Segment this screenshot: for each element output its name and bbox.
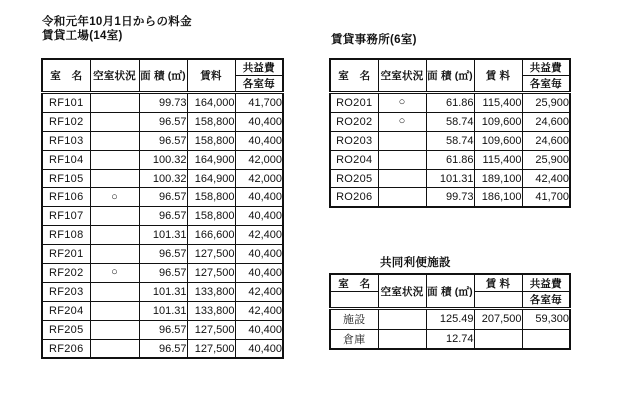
rent-cell: 158,800 xyxy=(187,112,235,131)
rent-cell: 115,400 xyxy=(474,93,522,113)
office-table-header xyxy=(330,59,570,93)
common-fee-cell: 25,900 xyxy=(522,150,570,169)
vacancy-status-cell: ○ xyxy=(378,112,426,131)
col-header-per-room: 各室毎 xyxy=(235,76,283,93)
area-cell: 99.73 xyxy=(139,93,187,113)
vacancy-status-cell xyxy=(90,320,139,339)
col-header-rent: 賃 料 xyxy=(474,274,522,292)
facility-table-title: 共同利便施設 xyxy=(380,257,451,269)
room-name-cell: RF105 xyxy=(42,169,90,188)
table-row xyxy=(42,131,283,150)
vacancy-status-cell xyxy=(90,226,139,245)
col-header-rent: 賃 料 xyxy=(474,59,522,93)
room-name-cell: 施設 xyxy=(330,309,378,330)
common-fee-cell: 42,400 xyxy=(235,282,283,301)
table-row xyxy=(42,188,283,207)
room-name-cell: RF103 xyxy=(42,131,90,150)
facility-rent-table xyxy=(329,273,571,350)
room-name-cell: RF202 xyxy=(42,264,90,283)
room-name-cell: RO203 xyxy=(330,131,378,150)
table-row xyxy=(330,112,570,131)
room-name-cell: RF205 xyxy=(42,320,90,339)
common-fee-cell: 40,400 xyxy=(235,245,283,264)
rent-cell: 158,800 xyxy=(187,207,235,226)
col-header-vacancy-status: 空室状況 xyxy=(90,59,139,93)
col-header-common-fee: 共益費 xyxy=(235,59,283,76)
room-name-cell: RO202 xyxy=(330,112,378,131)
col-header-area: 面 積 (㎡) xyxy=(426,274,474,309)
rent-cell: 158,800 xyxy=(187,188,235,207)
factory-rent-table xyxy=(41,58,284,359)
facility-table-body xyxy=(330,309,570,350)
col-header-vacancy-status: 空室状況 xyxy=(378,274,426,309)
table-row xyxy=(42,112,283,131)
col-header-room-name: 室 名 xyxy=(330,274,378,292)
document-title: 令和元年10月1日からの料金 xyxy=(42,16,192,28)
common-fee-cell: 42,400 xyxy=(522,169,570,188)
common-fee-cell: 40,400 xyxy=(235,320,283,339)
rent-cell: 109,600 xyxy=(474,112,522,131)
table-row xyxy=(42,301,283,320)
common-fee-cell: 42,000 xyxy=(235,169,283,188)
table-row xyxy=(330,93,570,113)
vacancy-status-cell xyxy=(90,245,139,264)
table-row xyxy=(42,207,283,226)
table-row xyxy=(42,264,283,283)
room-name-cell: RF206 xyxy=(42,339,90,358)
col-header-room-name: 室 名 xyxy=(330,59,378,93)
common-fee-cell: 40,400 xyxy=(235,264,283,283)
vacancy-status-cell xyxy=(90,150,139,169)
vacancy-status-cell xyxy=(378,188,426,207)
area-cell: 96.57 xyxy=(139,264,187,283)
area-cell: 101.31 xyxy=(139,282,187,301)
area-cell: 12.74 xyxy=(426,329,474,349)
factory-table-header xyxy=(42,59,283,93)
room-name-cell: RF102 xyxy=(42,112,90,131)
rent-cell: 109,600 xyxy=(474,131,522,150)
area-cell: 96.57 xyxy=(139,245,187,264)
table-row xyxy=(330,329,570,349)
room-name-cell: RF201 xyxy=(42,245,90,264)
common-fee-cell: 24,600 xyxy=(522,131,570,150)
rent-cell: 133,800 xyxy=(187,282,235,301)
vacancy-status-cell xyxy=(90,112,139,131)
empty-header-cell xyxy=(330,292,378,309)
table-row xyxy=(330,150,570,169)
room-name-cell: 倉庫 xyxy=(330,329,378,349)
room-name-cell: RO205 xyxy=(330,169,378,188)
area-cell: 96.57 xyxy=(139,188,187,207)
common-fee-cell: 40,400 xyxy=(235,339,283,358)
vacancy-status-cell: ○ xyxy=(90,264,139,283)
room-name-cell: RF204 xyxy=(42,301,90,320)
rent-cell: 127,500 xyxy=(187,320,235,339)
vacancy-status-cell xyxy=(378,150,426,169)
table-row xyxy=(42,150,283,169)
rent-cell xyxy=(474,329,522,349)
vacancy-status-cell xyxy=(378,309,426,330)
area-cell: 96.57 xyxy=(139,131,187,150)
common-fee-cell: 24,600 xyxy=(522,112,570,131)
room-name-cell: RO204 xyxy=(330,150,378,169)
common-fee-cell: 40,400 xyxy=(235,112,283,131)
room-name-cell: RO206 xyxy=(330,188,378,207)
vacancy-status-cell xyxy=(90,131,139,150)
factory-table-body xyxy=(42,93,283,359)
table-row xyxy=(330,169,570,188)
common-fee-cell: 40,400 xyxy=(235,207,283,226)
area-cell: 101.31 xyxy=(426,169,474,188)
common-fee-cell xyxy=(522,329,570,349)
col-header-per-room: 各室毎 xyxy=(522,76,570,93)
room-name-cell: RO201 xyxy=(330,93,378,113)
room-name-cell: RF108 xyxy=(42,226,90,245)
common-fee-cell: 25,900 xyxy=(522,93,570,113)
col-header-area: 面 積 (㎡) xyxy=(426,59,474,93)
table-row xyxy=(42,169,283,188)
office-table-body xyxy=(330,93,570,208)
table-row xyxy=(42,93,283,113)
office-rent-table xyxy=(329,58,571,208)
facility-table-header xyxy=(330,274,570,309)
rent-cell: 164,900 xyxy=(187,150,235,169)
col-header-per-room: 各室毎 xyxy=(522,292,570,309)
area-cell: 61.86 xyxy=(426,150,474,169)
common-fee-cell: 59,300 xyxy=(522,309,570,330)
common-fee-cell: 42,000 xyxy=(235,150,283,169)
col-header-room-name: 室 名 xyxy=(42,59,90,93)
area-cell: 58.74 xyxy=(426,112,474,131)
room-name-cell: RF101 xyxy=(42,93,90,113)
room-name-cell: RF107 xyxy=(42,207,90,226)
vacancy-status-cell xyxy=(378,169,426,188)
vacancy-status-cell: ○ xyxy=(378,93,426,113)
common-fee-cell: 42,400 xyxy=(235,301,283,320)
table-row xyxy=(330,309,570,330)
rent-cell: 115,400 xyxy=(474,150,522,169)
area-cell: 125.49 xyxy=(426,309,474,330)
area-cell: 96.57 xyxy=(139,339,187,358)
rent-cell: 127,500 xyxy=(187,339,235,358)
col-header-common-fee: 共益費 xyxy=(522,59,570,76)
area-cell: 101.31 xyxy=(139,226,187,245)
vacancy-status-cell xyxy=(378,131,426,150)
table-row xyxy=(42,320,283,339)
table-row xyxy=(42,245,283,264)
common-fee-cell: 41,700 xyxy=(235,93,283,113)
rent-cell: 164,000 xyxy=(187,93,235,113)
table-row xyxy=(330,131,570,150)
col-header-rent: 賃料 xyxy=(187,59,235,93)
rent-cell: 207,500 xyxy=(474,309,522,330)
rent-cell: 186,100 xyxy=(474,188,522,207)
area-cell: 96.57 xyxy=(139,112,187,131)
vacancy-status-cell xyxy=(90,282,139,301)
rent-cell: 166,600 xyxy=(187,226,235,245)
common-fee-cell: 42,400 xyxy=(235,226,283,245)
area-cell: 100.32 xyxy=(139,150,187,169)
table-row xyxy=(330,188,570,207)
common-fee-cell: 40,400 xyxy=(235,131,283,150)
room-name-cell: RF106 xyxy=(42,188,90,207)
vacancy-status-cell xyxy=(90,301,139,320)
rent-cell: 189,100 xyxy=(474,169,522,188)
area-cell: 61.86 xyxy=(426,93,474,113)
rent-cell: 127,500 xyxy=(187,245,235,264)
col-header-area: 面 積 (㎡) xyxy=(139,59,187,93)
rent-cell: 127,500 xyxy=(187,264,235,283)
empty-header-cell xyxy=(474,292,522,309)
table-row xyxy=(42,282,283,301)
area-cell: 96.57 xyxy=(139,207,187,226)
common-fee-cell: 40,400 xyxy=(235,188,283,207)
col-header-common-fee: 共益費 xyxy=(522,274,570,292)
area-cell: 100.32 xyxy=(139,169,187,188)
rent-cell: 133,800 xyxy=(187,301,235,320)
rent-cell: 164,900 xyxy=(187,169,235,188)
area-cell: 96.57 xyxy=(139,320,187,339)
room-name-cell: RF104 xyxy=(42,150,90,169)
vacancy-status-cell xyxy=(90,169,139,188)
area-cell: 101.31 xyxy=(139,301,187,320)
area-cell: 58.74 xyxy=(426,131,474,150)
vacancy-status-cell: ○ xyxy=(90,188,139,207)
table-row xyxy=(42,339,283,358)
common-fee-cell: 41,700 xyxy=(522,188,570,207)
area-cell: 99.73 xyxy=(426,188,474,207)
table-row xyxy=(42,226,283,245)
rent-cell: 158,800 xyxy=(187,131,235,150)
room-name-cell: RF203 xyxy=(42,282,90,301)
vacancy-status-cell xyxy=(90,339,139,358)
factory-table-title: 賃貸工場(14室) xyxy=(42,30,123,42)
vacancy-status-cell xyxy=(90,93,139,113)
col-header-vacancy-status: 空室状況 xyxy=(378,59,426,93)
office-table-title: 賃貸事務所(6室) xyxy=(331,34,417,46)
vacancy-status-cell xyxy=(378,329,426,349)
vacancy-status-cell xyxy=(90,207,139,226)
